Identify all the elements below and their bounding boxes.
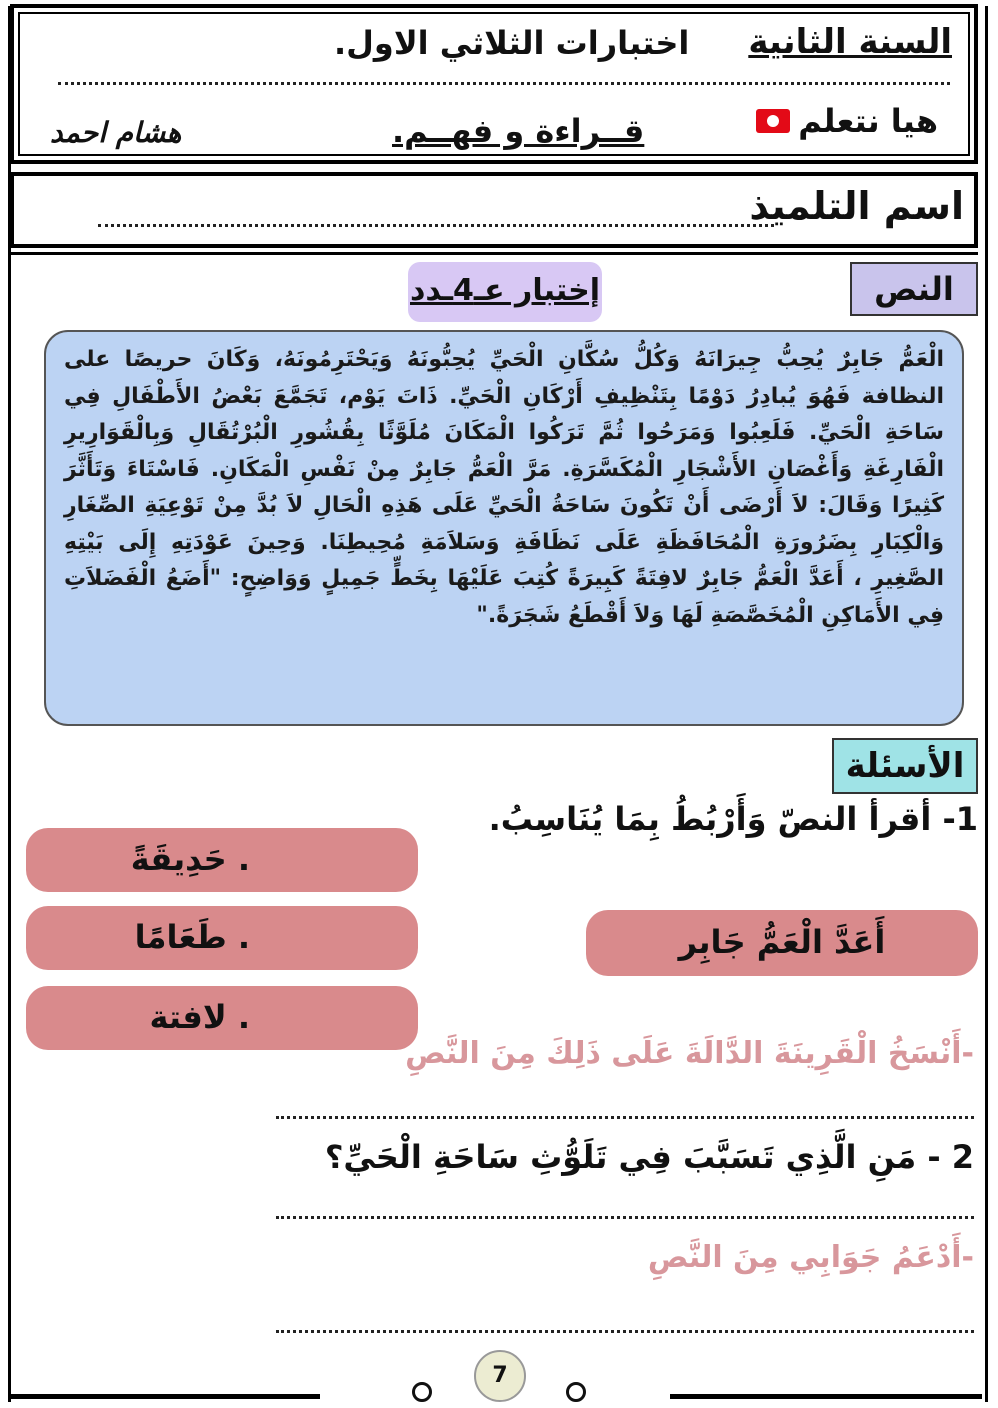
option-pill-2[interactable]: . طَعَامًا (26, 906, 418, 970)
author-signature: هشام احمد (50, 116, 182, 149)
divider (10, 252, 978, 255)
grade-label: السنة الثانية (748, 22, 952, 62)
tunisia-flag-icon (756, 109, 790, 133)
student-name-box (10, 172, 978, 248)
page-title: اختبارات الثلاثي الاول. (334, 24, 690, 62)
questions-section-tag: الأسئلة (832, 738, 978, 794)
page-number: 7 (474, 1350, 526, 1402)
passage-text: الْعَمُّ جَابِرٌ يُحِبُّ جِيرَانَهُ وَكُلُّ سُكَّانِ الْحَيِّ يُحِبُّونَهُ وَيَحْتَرِمُونَهُ، وَكَانَ حريصًا على النظافة فَهُوَ يُبادِرُ دَوْمًا بِتَنْظِيفِ أَرْكَانِ الْحَيِّ. ذَاتَ يَوْم، تَجَمَّعَ بَعْضُ الأَطْفَالِ فِي سَاحَةِ الْحَيِّ. فَلَعِبُوا وَمَرَحُوا ثُمَّ تَرَكُوا الْمَكَانَ مُلَوَّثًا بِقُشُورِ الْبُرْتُقَالِ وَبِالْقَوَارِيرِ الْفَارِغَةِ وَأَغْصَانِ الأَشْجَارِ الْمُكَسَّرَةِ. مَرَّ الْعَمُّ جَابِرٌ مِنْ نَفْسِ الْمَكَانِ. فَاسْتَاءَ وَتَأَثَّرَ كَثِيرًا وَقَالَ: لاَ أَرْضَى أَنْ تَكُونَ سَاحَةُ الْحَيِّ عَلَى هَذِهِ الْحَالِ لاَ بُدَّ مِنْ تَوْعِيَةِ الصِّغَارِ وَالْكِبَارِ بِضَرُورَةِ الْمُحَافَظَةِ عَلَى نَظَافَةِ وَسَلاَمَةِ مُحِيطِنَا. وَحِينَ عَوْدَتِهِ إِلَى بَيْتِهِ الصَّغِيرِ ، أَعَدَّ الْعَمُّ جَابِرٌ لافِتَةً كَبِيرَةً كُتِبَ عَلَيْهَا بِخَطٍّ جَمِيلٍ وَوَاضِحٍ: "أَضَعُ الْفَضَلاَتِ فِي الأَمَاكِنِ الْمُخَصَّصَةِ لَهَا وَلاَ أَقْطَعُ شَجَرَةً." (64, 347, 944, 628)
student-name-field[interactable] (98, 224, 774, 227)
option-pill-3[interactable]: . لافتة (26, 986, 418, 1050)
answer-line-1[interactable] (276, 1116, 974, 1119)
answer-line-3[interactable] (276, 1330, 974, 1333)
brand (756, 102, 938, 140)
question-1-stem-pill[interactable]: أَعَدَّ الْعَمُّ جَابِر (586, 910, 978, 976)
header-dotted-line (58, 82, 950, 85)
footer-circle-left-icon (412, 1382, 432, 1402)
subject-title: قــراءة و فهــم. (392, 112, 645, 150)
question-2-prompt: 2 - مَنِ الَّذِي تَسَبَّبَ فِي تَلَوُّثِ سَاحَةِ الْحَيِّ؟ (324, 1138, 974, 1176)
footer-line-right (670, 1394, 982, 1399)
header-box (10, 4, 978, 164)
option-pill-1[interactable]: . حَدِيقَةً (26, 828, 418, 892)
footer-circle-right-icon (566, 1382, 586, 1402)
question-1-followup: -أَنْسَخُ الْقَرِينَةَ الدَّالَةَ عَلَى ذَلِكَ مِنَ النَّصِ (405, 1036, 974, 1071)
text-section-tag: النص (850, 262, 978, 316)
brand-label: هيا نتعلم (798, 102, 938, 140)
question-1-prompt: 1- أقرأ النصّ وَأَرْبُطُ بِمَا يُنَاسِبُ. (488, 800, 978, 838)
student-name-label: اسم التلميذ (749, 184, 964, 228)
footer-line-left (10, 1394, 320, 1399)
question-2-followup: -أَدْعَمُ جَوَابِي مِنَ النَّصِ (647, 1240, 974, 1275)
answer-line-2[interactable] (276, 1216, 974, 1219)
passage-box (44, 330, 964, 726)
test-title: إختبار عـ4ـدد (408, 262, 602, 322)
